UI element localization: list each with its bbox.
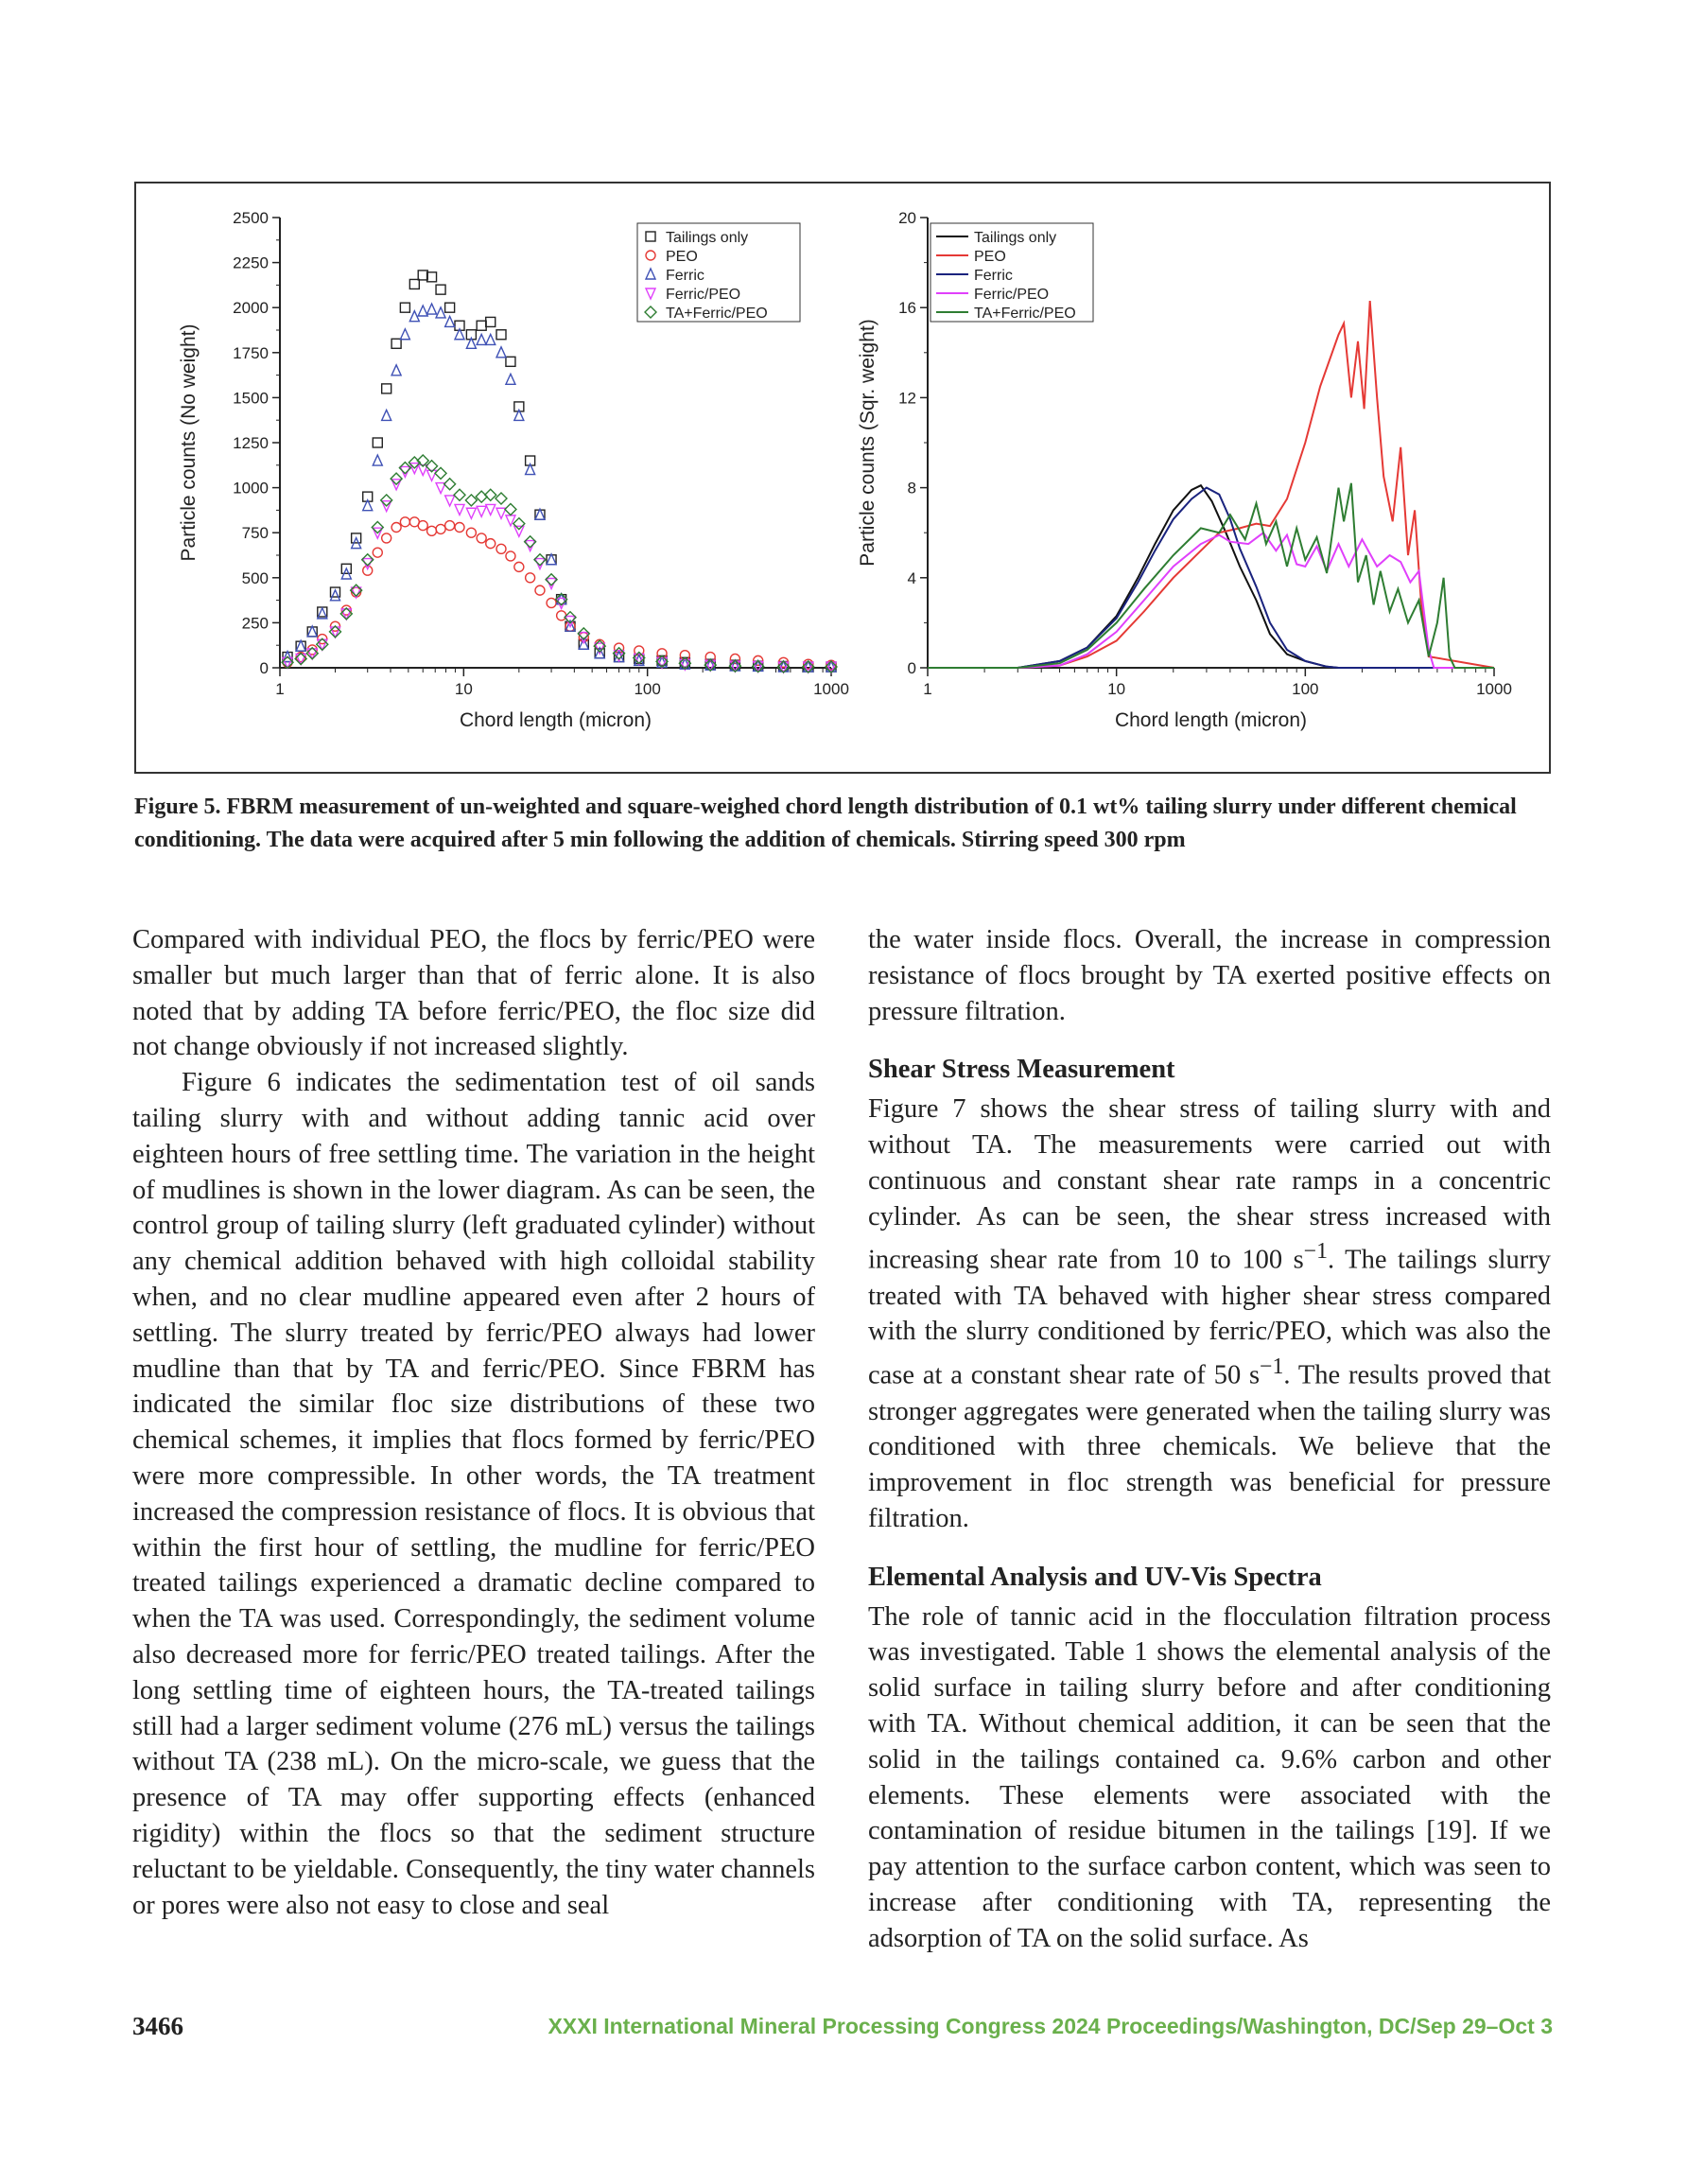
x-axis-label: Chord length (micron) bbox=[459, 709, 652, 731]
x-tick-label: 10 bbox=[454, 680, 473, 698]
x-tick-label: 1000 bbox=[1476, 680, 1512, 698]
figure-caption: Figure 5. FBRM measurement of un-weighted and square-weighed chord length distribution of 0.1 wt% tailing slurry under different chemical conditioning. The data were acquired after 5 min following the addition of chemicals. Stirring speed 300 rpm bbox=[134, 795, 1517, 852]
data-point bbox=[506, 551, 515, 561]
legend-entry: Ferric bbox=[666, 268, 704, 284]
data-point bbox=[535, 510, 545, 519]
legend-entry: PEO bbox=[666, 249, 698, 265]
text-run: Figure 7 shows the shear stress of tailing slurry with and without TA. The measurements were carried out with continuous and constant shear rate ramps in a concentric cylinder. As can be seen, the shear stress increased with increasing shear rate from 10 to 100 s bbox=[868, 1094, 1551, 1275]
data-point bbox=[547, 579, 556, 589]
data-point bbox=[514, 562, 524, 571]
series-ta-ferric-peo bbox=[282, 455, 837, 673]
series-line bbox=[928, 301, 1494, 668]
y-tick-label: 0 bbox=[907, 659, 916, 677]
data-point bbox=[427, 272, 437, 282]
legend-entry: Ferric/PEO bbox=[974, 287, 1050, 303]
data-point bbox=[486, 334, 496, 344]
figure-5-charts bbox=[136, 183, 1549, 772]
data-point bbox=[557, 611, 566, 620]
text-run: . The tailings slurry treated with TA behaved with higher shear stress compared with the slurry conditioned by ferric/PEO, which was also the case at a constant shear rate of 50 s bbox=[868, 1245, 1551, 1390]
y-tick-label: 250 bbox=[241, 614, 269, 633]
data-point bbox=[496, 347, 506, 358]
data-point bbox=[477, 321, 486, 330]
data-point bbox=[445, 521, 455, 531]
data-point bbox=[526, 573, 535, 583]
y-tick-label: 12 bbox=[898, 389, 916, 408]
section-heading: Elemental Analysis and UV-Vis Spectra bbox=[868, 1562, 1322, 1592]
y-tick-label: 1250 bbox=[233, 434, 269, 452]
y-tick-label: 0 bbox=[259, 659, 269, 677]
data-point bbox=[435, 467, 446, 479]
data-point bbox=[400, 329, 409, 340]
conference-footer: XXXI International Mineral Processing Congress 2024 Proceedings/Washington, DC/Sep 29–Oct 3 bbox=[548, 2014, 1553, 2038]
data-point bbox=[391, 473, 402, 484]
data-point bbox=[372, 521, 383, 533]
y-axis-label: Particle counts (No weight) bbox=[178, 323, 200, 562]
x-tick-label: 100 bbox=[634, 680, 661, 698]
data-point bbox=[445, 316, 455, 326]
y-tick-label: 1500 bbox=[233, 389, 269, 408]
chart-2 bbox=[857, 209, 1512, 731]
paragraph: Figure 6 indicates the sedimentation test of oil sands tailing slurry with and without adding tannic acid over eighteen hours of free settling time. The variation in the height of mudlines is shown in the lower diagram. As can be seen, the control group of tailing slurry (left graduated cylinder) without any chemical addition behaved with high colloidal stability when, and no clear mudline appeared even after 2 hours of settling. The slurry treated by ferric/PEO always had lower mudline than that by TA and ferric/PEO. Since FBRM has indicated the similar floc size distributions of these two chemical schemes, it implies that flocs formed by ferric/PEO were more compressible. In other words, the TA treatment increased the compression resistance of flocs. It is obvious that within the first hour of settling, the mudline for ferric/PEO treated tailings experienced a dramatic decline compared to when the TA was used. Correspondingly, the sediment volume also decreased more for ferric/PEO treated tailings. After the long settling time of eighteen hours, the TA-treated tailings still had a larger sediment volume (276 mL) versus the tailings without TA (238 mL). On the micro-scale, we guess that the presence of TA may offer supporting effects (enhanced rigidity) within the flocs so that the sediment structure reluctant to be yieldable. Consequently, the tiny water channels or pores were also not easy to close and seal bbox=[132, 1068, 815, 1920]
y-axis-label: Particle counts (Sqr. weight) bbox=[857, 319, 878, 567]
data-point bbox=[535, 585, 545, 595]
data-point bbox=[486, 504, 496, 515]
section-heading: Shear Stress Measurement bbox=[868, 1055, 1175, 1085]
data-point bbox=[486, 317, 496, 326]
data-point bbox=[436, 524, 445, 533]
superscript: −1 bbox=[1260, 1354, 1284, 1380]
series-ferric bbox=[283, 304, 836, 672]
series-tailings-only bbox=[928, 485, 1494, 668]
data-point bbox=[455, 504, 464, 515]
data-point bbox=[382, 384, 391, 393]
paragraph: the water inside flocs. Overall, the increase in compression resistance of flocs brought by TA exerted positive effects on pressure filtration. bbox=[868, 925, 1551, 1026]
data-point bbox=[436, 307, 445, 318]
data-point bbox=[454, 489, 465, 500]
data-point bbox=[400, 517, 409, 527]
data-point bbox=[477, 506, 486, 516]
data-point bbox=[307, 627, 317, 637]
data-point bbox=[485, 489, 496, 500]
data-point bbox=[391, 339, 401, 348]
x-axis-label: Chord length (micron) bbox=[1114, 709, 1308, 731]
right-column bbox=[868, 922, 1551, 1957]
y-tick-label: 1000 bbox=[233, 479, 269, 498]
superscript: −1 bbox=[1303, 1239, 1329, 1265]
x-tick-label: 1 bbox=[923, 680, 932, 698]
legend-entry: Tailings only bbox=[974, 230, 1057, 246]
legend-entry: TA+Ferric/PEO bbox=[974, 306, 1076, 322]
series-ferric-peo bbox=[283, 463, 836, 673]
legend-entry: Ferric/PEO bbox=[666, 287, 741, 303]
series-line bbox=[928, 483, 1494, 668]
data-point bbox=[514, 526, 524, 536]
data-point bbox=[391, 522, 401, 532]
data-point bbox=[418, 521, 427, 531]
x-tick-label: 1000 bbox=[813, 680, 849, 698]
data-point bbox=[331, 590, 340, 601]
data-point bbox=[477, 533, 486, 543]
data-point bbox=[373, 548, 382, 557]
data-point bbox=[400, 466, 409, 477]
x-tick-label: 1 bbox=[275, 680, 285, 698]
data-point bbox=[466, 528, 476, 537]
data-point bbox=[496, 544, 506, 553]
chart-1 bbox=[178, 209, 849, 731]
y-tick-label: 2000 bbox=[233, 299, 269, 318]
paragraph: The role of tannic acid in the flocculation filtration process was investigated. Table 1 shows the elemental analysis of the solid surface in tailing slurry before and after conditioning with TA. Without chemical addition, it can be seen that the solid in the tailings contained ca. 9.6% carbon and other elements. These elements were associated with the contamination of residue bitumen in the tailings [19]. If we pay attention to the surface carbon content, which was seen to increase after conditioning with TA, representing the adsorption of TA on the solid surface. As bbox=[868, 1601, 1551, 1953]
data-point bbox=[445, 303, 455, 312]
data-point bbox=[486, 539, 496, 549]
data-point bbox=[535, 559, 545, 569]
legend bbox=[637, 223, 800, 322]
paragraph bbox=[868, 1092, 1551, 1537]
data-point bbox=[427, 304, 437, 314]
series-line bbox=[928, 485, 1494, 668]
data-point bbox=[296, 641, 305, 651]
data-point bbox=[466, 508, 476, 518]
legend bbox=[930, 223, 1093, 322]
legend-entry: Ferric bbox=[974, 268, 1013, 284]
series-peo bbox=[283, 517, 836, 670]
legend-entry: PEO bbox=[974, 249, 1006, 265]
data-point bbox=[547, 555, 556, 565]
y-tick-label: 16 bbox=[898, 299, 916, 318]
data-point bbox=[455, 522, 464, 532]
data-point bbox=[436, 285, 445, 294]
data-point bbox=[409, 279, 419, 288]
y-tick-label: 2250 bbox=[233, 253, 269, 272]
y-tick-label: 500 bbox=[241, 568, 269, 587]
data-point bbox=[391, 365, 401, 376]
data-point bbox=[382, 533, 391, 543]
data-point bbox=[496, 493, 507, 504]
data-point bbox=[547, 598, 556, 607]
x-tick-label: 10 bbox=[1107, 680, 1126, 698]
y-tick-label: 750 bbox=[241, 524, 269, 543]
data-point bbox=[506, 357, 515, 366]
y-tick-label: 1750 bbox=[233, 343, 269, 362]
data-point bbox=[427, 526, 437, 535]
y-tick-label: 8 bbox=[907, 479, 916, 498]
paragraph: Compared with individual PEO, the flocs by ferric/PEO were smaller but much larger than that of ferric alone. It is also noted that by adding TA before ferric/PEO, the floc size did not change obviously if not increased slightly. bbox=[132, 925, 815, 1062]
legend-entry: TA+Ferric/PEO bbox=[666, 306, 768, 322]
y-tick-label: 20 bbox=[898, 209, 916, 227]
data-point bbox=[382, 410, 391, 420]
x-tick-label: 100 bbox=[1292, 680, 1319, 698]
left-column bbox=[132, 922, 815, 1923]
data-point bbox=[445, 496, 455, 506]
series-peo bbox=[928, 301, 1494, 668]
data-point bbox=[496, 330, 506, 340]
data-point bbox=[526, 541, 535, 551]
figure-5 bbox=[134, 182, 1551, 774]
data-point bbox=[400, 303, 409, 312]
data-point bbox=[381, 495, 392, 506]
data-point bbox=[373, 455, 382, 465]
text-run: . The results proved that stronger aggregates were generated when the tailing slurry was conditioned with three chemicals. We believe that the improvement in floc strength was beneficial for pressure filtration. bbox=[868, 1360, 1551, 1533]
data-point bbox=[373, 438, 382, 447]
data-point bbox=[444, 479, 456, 490]
legend-entry: Tailings only bbox=[666, 230, 749, 246]
data-point bbox=[506, 374, 515, 384]
y-tick-label: 4 bbox=[907, 568, 916, 587]
data-point bbox=[418, 271, 427, 280]
page-number: 3466 bbox=[132, 2012, 183, 2040]
data-point bbox=[477, 334, 486, 344]
data-point bbox=[505, 503, 516, 515]
series-ta-ferric-peo bbox=[928, 483, 1494, 668]
y-tick-label: 2500 bbox=[233, 209, 269, 227]
